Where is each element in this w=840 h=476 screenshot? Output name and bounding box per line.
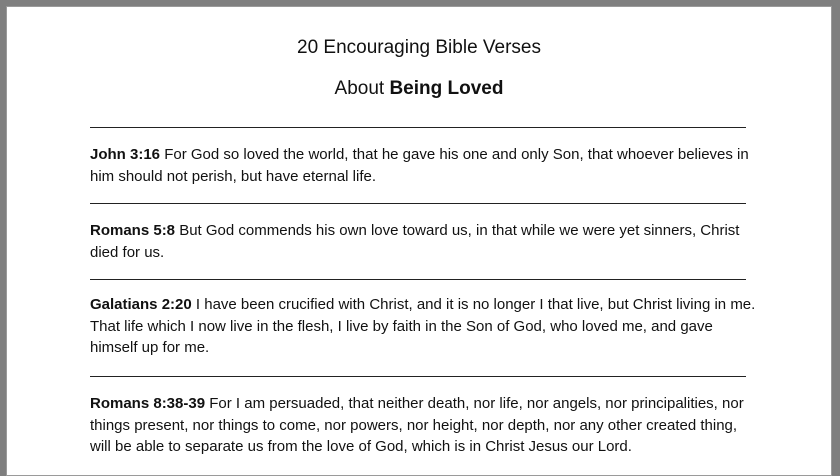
- subtitle-emphasis: Being Loved: [389, 78, 504, 99]
- verse-reference: Romans 5:8: [90, 222, 176, 239]
- verse-text: I have been crucified with Christ, and it is no longer I that live, but Christ living in me. That life which I now live in the flesh, I live by faith in the Son of God, who loved me, and gave himself up for me.: [90, 296, 756, 356]
- divider-line: [90, 127, 746, 128]
- divider-line: [90, 376, 746, 377]
- subtitle-prefix: About: [334, 78, 390, 99]
- verse-reference: John 3:16: [90, 146, 161, 163]
- document-subtitle: [6, 77, 832, 101]
- document-title: 20 Encouraging Bible Verses: [297, 37, 541, 58]
- divider-line: [90, 279, 746, 280]
- document-page: [6, 6, 832, 476]
- verse-reference: Galatians 2:20: [90, 296, 192, 313]
- verse-entry: [90, 220, 758, 263]
- verse-entry: [90, 393, 758, 458]
- verse-reference: Romans 8:38-39: [90, 395, 206, 412]
- verse-text: But God commends his own love toward us, in that while we were yet sinners, Christ died for us.: [90, 222, 740, 261]
- verse-entry: [90, 294, 758, 359]
- divider-line: [90, 203, 746, 204]
- verse-entry: [90, 144, 758, 187]
- verse-text: For I am persuaded, that neither death, nor life, nor angels, nor principalities, nor things present, nor things to come, nor powers, nor height, nor depth, nor any other created thing, will be able to separate us from the love of God, which is in Christ Jesus our Lord.: [90, 395, 744, 455]
- verse-text: For God so loved the world, that he gave his one and only Son, that whoever believes in him should not perish, but have eternal life.: [90, 146, 749, 185]
